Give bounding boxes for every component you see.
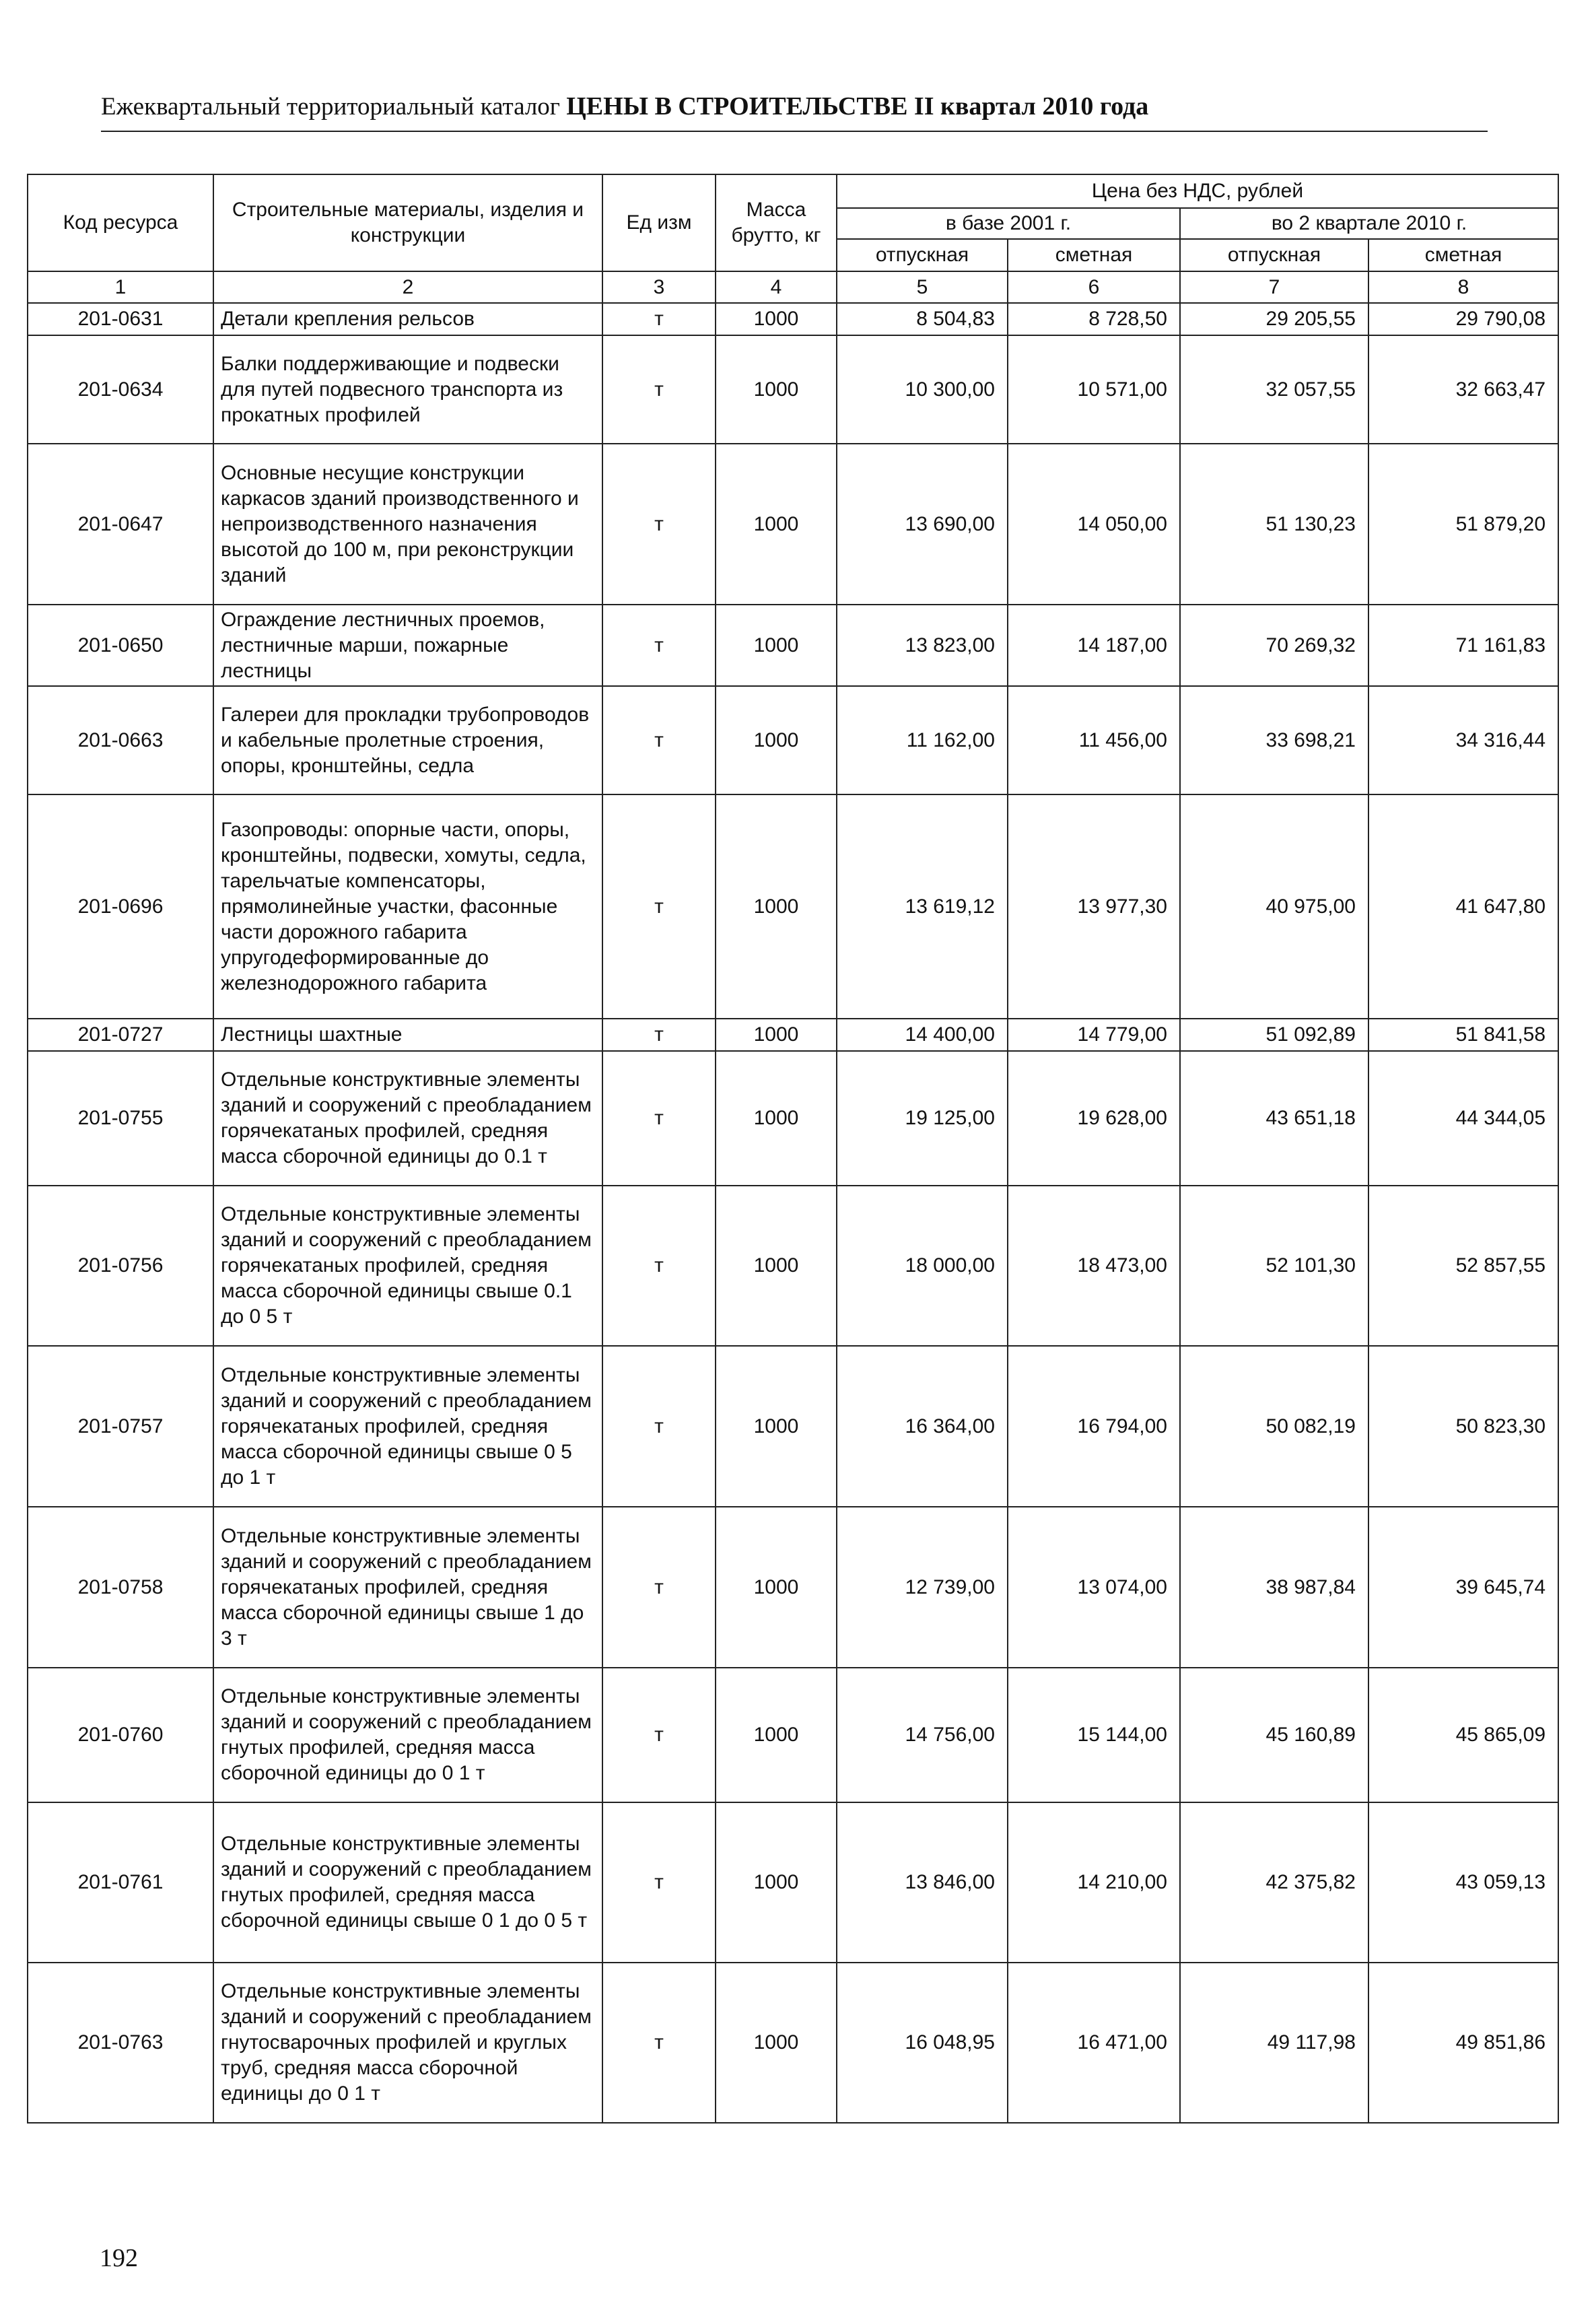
unit: т <box>602 1668 716 1802</box>
column-number: 1 <box>28 271 213 303</box>
column-number: 3 <box>602 271 716 303</box>
unit: т <box>602 1019 716 1051</box>
table-row <box>28 303 1558 335</box>
base-estimate-price: 10 571,00 <box>1008 335 1180 444</box>
table-row <box>28 1051 1558 1186</box>
material-name: Детали крепления рельсов <box>213 303 602 335</box>
material-name: Отдельные конструктивные элементы зданий и сооружений с преобладанием горячекатаных профилей, средняя масса сборочной единицы свыше 0.1 до 0 5 т <box>213 1186 602 1346</box>
header-base-est: сметная <box>1008 239 1180 271</box>
base-estimate-price: 16 794,00 <box>1008 1346 1180 1507</box>
column-number: 4 <box>716 271 837 303</box>
resource-code: 201-0755 <box>28 1051 213 1186</box>
material-name: Газопроводы: опорные части, опоры, кронштейны, подвески, хомуты, седла, тарельчатые компенсаторы, прямолинейные участки, фасонные части дорожного габарита упругодеформированные до железнодорожного габарита <box>213 794 602 1019</box>
resource-code: 201-0696 <box>28 794 213 1019</box>
base-estimate-price: 8 728,50 <box>1008 303 1180 335</box>
table-row <box>28 1346 1558 1507</box>
unit: т <box>602 303 716 335</box>
header-name: Строительные материалы, изделия и конструкции <box>213 174 602 271</box>
base-sale-price: 11 162,00 <box>837 686 1008 794</box>
resource-code: 201-0663 <box>28 686 213 794</box>
header-code: Код ресурса <box>28 174 213 271</box>
base-estimate-price: 19 628,00 <box>1008 1051 1180 1186</box>
base-estimate-price: 13 977,30 <box>1008 794 1180 1019</box>
table-row <box>28 686 1558 794</box>
resource-code: 201-0727 <box>28 1019 213 1051</box>
base-sale-price: 14 756,00 <box>837 1668 1008 1802</box>
base-sale-price: 16 364,00 <box>837 1346 1008 1507</box>
resource-code: 201-0760 <box>28 1668 213 1802</box>
unit: т <box>602 335 716 444</box>
material-name: Ограждение лестничных проемов, лестничные марши, пожарные лестницы <box>213 605 602 686</box>
base-sale-price: 13 619,12 <box>837 794 1008 1019</box>
header-base: в базе 2001 г. <box>837 208 1180 239</box>
column-number: 2 <box>213 271 602 303</box>
page-number: 192 <box>100 2244 138 2272</box>
base-sale-price: 18 000,00 <box>837 1186 1008 1346</box>
base-estimate-price: 16 471,00 <box>1008 1963 1180 2123</box>
unit: т <box>602 1802 716 1963</box>
table-row <box>28 1507 1558 1668</box>
current-sale-price: 51 130,23 <box>1180 444 1368 605</box>
table-row <box>28 1963 1558 2123</box>
material-name: Галереи для прокладки трубопроводов и кабельные пролетные строения, опоры, кронштейны, седла <box>213 686 602 794</box>
header-rule <box>101 131 1488 132</box>
header-current-sale: отпускная <box>1180 239 1368 271</box>
material-name: Отдельные конструктивные элементы зданий и сооружений с преобладанием горячекатаных профилей, средняя масса сборочной единицы свыше 0 5 до 1 т <box>213 1346 602 1507</box>
page-header <box>101 92 1488 121</box>
base-sale-price: 13 823,00 <box>837 605 1008 686</box>
resource-code: 201-0634 <box>28 335 213 444</box>
base-estimate-price: 18 473,00 <box>1008 1186 1180 1346</box>
current-sale-price: 29 205,55 <box>1180 303 1368 335</box>
unit: т <box>602 605 716 686</box>
current-sale-price: 49 117,98 <box>1180 1963 1368 2123</box>
resource-code: 201-0756 <box>28 1186 213 1346</box>
base-sale-price: 13 846,00 <box>837 1802 1008 1963</box>
base-sale-price: 16 048,95 <box>837 1963 1008 2123</box>
current-sale-price: 33 698,21 <box>1180 686 1368 794</box>
table-row <box>28 1802 1558 1963</box>
unit: т <box>602 444 716 605</box>
current-estimate-price: 34 316,44 <box>1368 686 1558 794</box>
price-table <box>27 174 1559 2124</box>
header-unit: Ед изм <box>602 174 716 271</box>
table-row <box>28 1186 1558 1346</box>
current-estimate-price: 41 647,80 <box>1368 794 1558 1019</box>
resource-code: 201-0763 <box>28 1963 213 2123</box>
base-sale-price: 14 400,00 <box>837 1019 1008 1051</box>
current-sale-price: 38 987,84 <box>1180 1507 1368 1668</box>
unit: т <box>602 1507 716 1668</box>
gross-mass: 1000 <box>716 794 837 1019</box>
base-sale-price: 10 300,00 <box>837 335 1008 444</box>
base-sale-price: 12 739,00 <box>837 1507 1008 1668</box>
column-number-row <box>28 271 1558 303</box>
current-estimate-price: 51 879,20 <box>1368 444 1558 605</box>
current-sale-price: 52 101,30 <box>1180 1186 1368 1346</box>
gross-mass: 1000 <box>716 1019 837 1051</box>
current-sale-price: 45 160,89 <box>1180 1668 1368 1802</box>
material-name: Балки поддерживающие и подвески для путей подвесного транспорта из прокатных профилей <box>213 335 602 444</box>
base-estimate-price: 11 456,00 <box>1008 686 1180 794</box>
base-estimate-price: 15 144,00 <box>1008 1668 1180 1802</box>
gross-mass: 1000 <box>716 605 837 686</box>
header-price: Цена без НДС, рублей <box>837 174 1558 208</box>
header-title: ЦЕНЫ В СТРОИТЕЛЬСТВЕ II квартал 2010 года <box>566 92 1149 121</box>
resource-code: 201-0631 <box>28 303 213 335</box>
column-number: 5 <box>837 271 1008 303</box>
base-estimate-price: 14 187,00 <box>1008 605 1180 686</box>
current-sale-price: 43 651,18 <box>1180 1051 1368 1186</box>
header-mass: Масса брутто, кг <box>716 174 837 271</box>
resource-code: 201-0761 <box>28 1802 213 1963</box>
resource-code: 201-0647 <box>28 444 213 605</box>
column-number: 6 <box>1008 271 1180 303</box>
material-name: Отдельные конструктивные элементы зданий и сооружений с преобладанием горячекатаных профилей, средняя масса сборочной единицы свыше 1 до 3 т <box>213 1507 602 1668</box>
gross-mass: 1000 <box>716 1668 837 1802</box>
current-estimate-price: 29 790,08 <box>1368 303 1558 335</box>
current-estimate-price: 71 161,83 <box>1368 605 1558 686</box>
table-body <box>28 303 1558 2123</box>
current-estimate-price: 45 865,09 <box>1368 1668 1558 1802</box>
unit: т <box>602 794 716 1019</box>
table-row <box>28 444 1558 605</box>
unit: т <box>602 1186 716 1346</box>
current-sale-price: 50 082,19 <box>1180 1346 1368 1507</box>
current-estimate-price: 50 823,30 <box>1368 1346 1558 1507</box>
resource-code: 201-0650 <box>28 605 213 686</box>
unit: т <box>602 686 716 794</box>
material-name: Отдельные конструктивные элементы зданий и сооружений с преобладанием гнутосварочных профилей и круглых труб, средняя масса сборочной единицы до 0 1 т <box>213 1963 602 2123</box>
gross-mass: 1000 <box>716 1051 837 1186</box>
table-row <box>28 794 1558 1019</box>
gross-mass: 1000 <box>716 1802 837 1963</box>
table-row <box>28 335 1558 444</box>
unit: т <box>602 1051 716 1186</box>
base-sale-price: 13 690,00 <box>837 444 1008 605</box>
header-prefix: Ежеквартальный территориальный каталог <box>101 93 560 121</box>
column-number: 8 <box>1368 271 1558 303</box>
gross-mass: 1000 <box>716 1963 837 2123</box>
current-sale-price: 42 375,82 <box>1180 1802 1368 1963</box>
current-estimate-price: 52 857,55 <box>1368 1186 1558 1346</box>
base-sale-price: 19 125,00 <box>837 1051 1008 1186</box>
table-row <box>28 1668 1558 1802</box>
gross-mass: 1000 <box>716 335 837 444</box>
unit: т <box>602 1346 716 1507</box>
base-estimate-price: 13 074,00 <box>1008 1507 1180 1668</box>
material-name: Отдельные конструктивные элементы зданий и сооружений с преобладанием горячекатаных профилей, средняя масса сборочной единицы до 0.1 т <box>213 1051 602 1186</box>
material-name: Отдельные конструктивные элементы зданий и сооружений с преобладанием гнутых профилей, средняя масса сборочной единицы свыше 0 1 до 0 5 т <box>213 1802 602 1963</box>
current-sale-price: 32 057,55 <box>1180 335 1368 444</box>
current-estimate-price: 39 645,74 <box>1368 1507 1558 1668</box>
gross-mass: 1000 <box>716 1346 837 1507</box>
base-sale-price: 8 504,83 <box>837 303 1008 335</box>
gross-mass: 1000 <box>716 686 837 794</box>
material-name: Отдельные конструктивные элементы зданий и сооружений с преобладанием гнутых профилей, средняя масса сборочной единицы до 0 1 т <box>213 1668 602 1802</box>
table-row <box>28 1019 1558 1051</box>
current-sale-price: 51 092,89 <box>1180 1019 1368 1051</box>
current-estimate-price: 43 059,13 <box>1368 1802 1558 1963</box>
current-estimate-price: 32 663,47 <box>1368 335 1558 444</box>
current-estimate-price: 51 841,58 <box>1368 1019 1558 1051</box>
header-base-sale: отпускная <box>837 239 1008 271</box>
column-number: 7 <box>1180 271 1368 303</box>
table-row <box>28 605 1558 686</box>
header-current-est: сметная <box>1368 239 1558 271</box>
material-name: Лестницы шахтные <box>213 1019 602 1051</box>
current-estimate-price: 44 344,05 <box>1368 1051 1558 1186</box>
base-estimate-price: 14 210,00 <box>1008 1802 1180 1963</box>
gross-mass: 1000 <box>716 1507 837 1668</box>
header-current: во 2 квартале 2010 г. <box>1180 208 1558 239</box>
resource-code: 201-0757 <box>28 1346 213 1507</box>
resource-code: 201-0758 <box>28 1507 213 1668</box>
unit: т <box>602 1963 716 2123</box>
base-estimate-price: 14 050,00 <box>1008 444 1180 605</box>
gross-mass: 1000 <box>716 303 837 335</box>
current-sale-price: 40 975,00 <box>1180 794 1368 1019</box>
gross-mass: 1000 <box>716 444 837 605</box>
current-estimate-price: 49 851,86 <box>1368 1963 1558 2123</box>
material-name: Основные несущие конструкции каркасов зданий производственного и непроизводственного назначения высотой до 100 м, при реконструкции зданий <box>213 444 602 605</box>
gross-mass: 1000 <box>716 1186 837 1346</box>
current-sale-price: 70 269,32 <box>1180 605 1368 686</box>
base-estimate-price: 14 779,00 <box>1008 1019 1180 1051</box>
